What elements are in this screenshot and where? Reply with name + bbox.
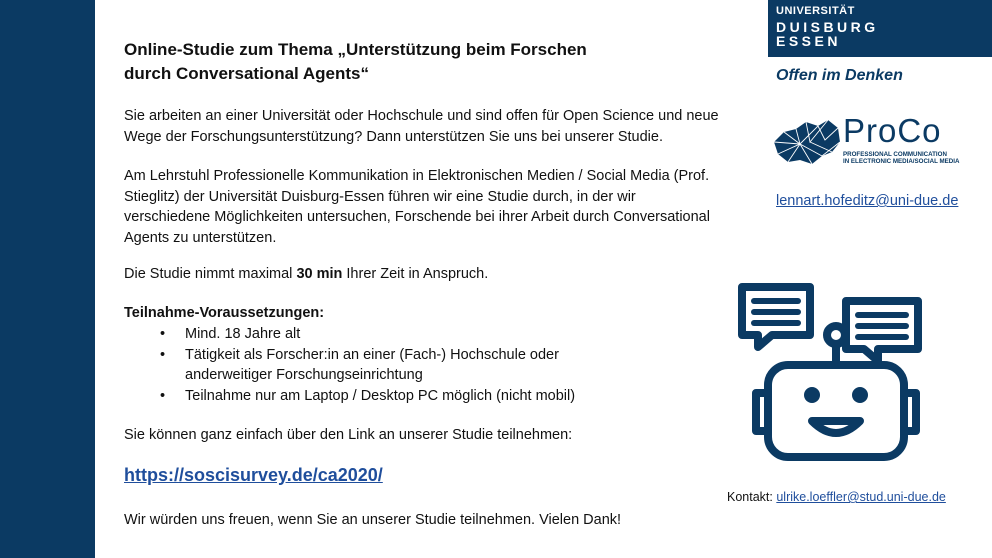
description-paragraph: Am Lehrstuhl Professionelle Kommunikation in Elektronischen Medien / Social Media (Prof. Stieglitz) der Universität Duisburg-Essen führen wir eine Studie durch, in der wir verschiedene Möglichkeiten untersuchen, Forschende bei ihrer Arbeit durch Conversational Agents zu unterstützen. <box>124 168 710 246</box>
contact-email-2-link[interactable]: ulrike.loeffler@stud.uni-due.de <box>776 490 946 504</box>
page-title <box>124 38 587 86</box>
requirements-list <box>158 324 618 406</box>
contact-line <box>727 490 946 504</box>
duration-after: Ihrer Zeit in Anspruch. <box>342 266 489 282</box>
closing-paragraph: Wir würden uns freuen, wenn Sie an unserer Studie teilnehmen. Vielen Dank! <box>124 512 622 528</box>
proco-subtitle-1: PROFESSIONAL COMMUNICATION <box>843 151 947 158</box>
university-logo-line3: ESSEN <box>776 33 841 49</box>
intro-paragraph: Sie arbeiten an einer Universität oder Hochschule und sind offen für Open Science und neue Wege der Forschungsunterstützung? Dann unterstützen Sie uns bei unserer Studie. <box>124 108 719 145</box>
requirement-item: • Tätigkeit als Forscher:in an einer (Fach-) Hochschule oder anderweitiger Forschungseinrichtung <box>158 345 618 386</box>
link-intro: Sie können ganz einfach über den Link an unserer Studie teilnehmen: <box>124 427 573 443</box>
title-line-1: Online-Studie zum Thema „Unterstützung beim Forschen <box>124 40 587 59</box>
title-line-2: durch Conversational Agents“ <box>124 64 369 83</box>
duration-before: Die Studie nimmt maximal <box>124 266 297 282</box>
university-logo-line2: DUISBURG <box>776 19 879 35</box>
contact-email-link[interactable]: lennart.hofeditz@uni-due.de <box>776 193 959 209</box>
duration-paragraph <box>124 264 488 285</box>
left-sidebar-band <box>0 0 95 558</box>
duration-bold: 30 min <box>296 266 343 282</box>
requirement-item: • Teilnahme nur am Laptop / Desktop PC möglich (nicht mobil) <box>158 386 618 407</box>
requirements-heading: Teilnahme-Voraussetzungen: <box>124 305 325 321</box>
university-slogan: Offen im Denken <box>776 67 903 84</box>
requirement-item: • Mind. 18 Jahre alt <box>158 324 618 345</box>
robot-chat-icon <box>738 283 922 465</box>
contact-label: Kontakt: <box>727 490 777 504</box>
proco-subtitle-2: IN ELECTRONIC MEDIA/SOCIAL MEDIA <box>843 158 960 165</box>
study-link[interactable]: https://soscisurvey.de/ca2020/ <box>124 465 383 485</box>
university-logo <box>768 0 992 57</box>
proco-name: ProCo <box>843 112 942 149</box>
university-logo-line1: UNIVERSITÄT <box>776 5 855 17</box>
